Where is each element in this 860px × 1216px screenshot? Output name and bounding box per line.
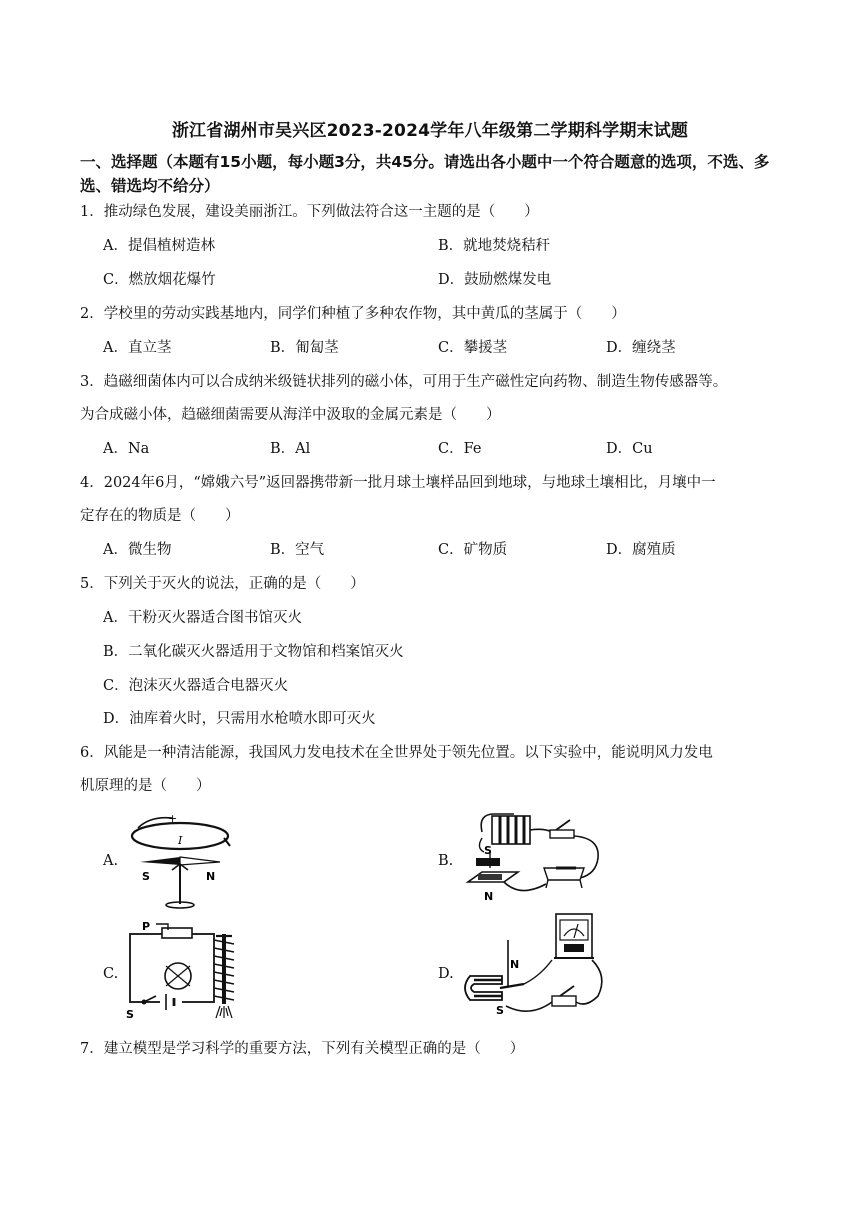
- q6-option-d-label[interactable]: D.: [438, 966, 454, 982]
- q2-option-c[interactable]: C．攀援茎: [438, 340, 508, 356]
- fig-a-current-label: I: [178, 834, 183, 847]
- q4-option-a[interactable]: A．微生物: [103, 542, 172, 558]
- fig-b-s-label: S: [484, 844, 492, 857]
- q3-option-d[interactable]: D．Cu: [606, 441, 653, 457]
- question-4-stem-line-1: 4．2024年6月，“嫦娥六号”返回器携带新一批月球土壤样品回到地球，与地球土壤相比，月壤中一: [80, 475, 716, 491]
- figure-a-oersted-experiment[interactable]: [120, 808, 240, 912]
- q4-option-b[interactable]: B．空气: [270, 542, 325, 558]
- q4-option-d[interactable]: D．腐殖质: [606, 542, 676, 558]
- q5-option-a[interactable]: A．干粉灭火器适合图书馆灭火: [103, 610, 302, 626]
- q1-option-c[interactable]: C．燃放烟花爆竹: [103, 272, 216, 288]
- q6-option-b-label[interactable]: B.: [438, 853, 454, 869]
- q5-option-d[interactable]: D．油库着火时，只需用水枪喷水即可灭火: [103, 711, 376, 727]
- question-1-stem: 1．推动绿色发展，建设美丽浙江。下列做法符合这一主题的是（ ）: [80, 204, 539, 220]
- q4-option-c[interactable]: C．矿物质: [438, 542, 508, 558]
- figure-d-induction-experiment[interactable]: [460, 910, 610, 1026]
- q1-option-d[interactable]: D．鼓励燃煤发电: [438, 272, 552, 288]
- question-6-stem-line-2: 机原理的是（ ）: [80, 778, 211, 794]
- fig-a-plus-label: +: [168, 812, 178, 825]
- question-7-stem: 7．建立模型是学习科学的重要方法，下列有关模型正确的是（ ）: [80, 1041, 525, 1057]
- q6-option-c-label[interactable]: C.: [103, 966, 119, 982]
- fig-a-s-label: S: [142, 870, 150, 883]
- q6-option-a-label[interactable]: A.: [103, 853, 119, 869]
- q3-option-a[interactable]: A．Na: [103, 441, 150, 457]
- q1-option-a[interactable]: A．提倡植树造林: [103, 238, 215, 254]
- page-title: 浙江省湖州市吴兴区2023-2024学年八年级第二学期科学期末试题: [171, 121, 689, 141]
- question-2-stem: 2．学校里的劳动实践基地内，同学们种植了多种农作物，其中黄瓜的茎属于（ ）: [80, 306, 626, 322]
- question-4-stem-line-2: 定存在的物质是（ ）: [80, 508, 240, 524]
- q2-option-d[interactable]: D．缠绕茎: [606, 340, 676, 356]
- question-3-stem-line-1: 3．趋磁细菌体内可以合成纳米级链状排列的磁小体，可用于生产磁性定向药物、制造生物传感器等。: [80, 374, 728, 390]
- fig-b-n-label: N: [484, 890, 494, 903]
- q5-option-b[interactable]: B．二氧化碳灭火器适用于文物馆和档案馆灭火: [103, 644, 404, 660]
- figure-b-motor-experiment[interactable]: [460, 808, 610, 908]
- q2-option-a[interactable]: A．直立茎: [103, 340, 172, 356]
- fig-d-n-label: N: [510, 958, 520, 971]
- question-6-stem-line-1: 6．风能是一种清洁能源，我国风力发电技术在全世界处于领先位置。以下实验中，能说明风力发电: [80, 745, 713, 761]
- q3-option-b[interactable]: B．Al: [270, 441, 311, 457]
- question-3-stem-line-2: 为合成磁小体，趋磁细菌需要从海洋中汲取的金属元素是（ ）: [80, 407, 501, 423]
- section-heading: 一、选择题（本题有15小题，每小题3分，共45分。请选出各小题中一个符合题意的选项，不选、多选、错选均不给分）: [80, 153, 770, 195]
- q3-option-c[interactable]: C．Fe: [438, 441, 482, 457]
- fig-c-s-label: S: [126, 1008, 134, 1020]
- question-5-stem: 5．下列关于灭火的说法，正确的是（ ）: [80, 576, 365, 592]
- figure-c-electromagnet-circuit[interactable]: [120, 920, 250, 1020]
- fig-c-p-label: P: [142, 920, 151, 933]
- q1-option-b[interactable]: B．就地焚烧秸秆: [438, 238, 551, 254]
- q2-option-b[interactable]: B．匍匐茎: [270, 340, 339, 356]
- fig-d-s-label: S: [496, 1004, 504, 1017]
- q5-option-c[interactable]: C．泡沫灭火器适合电器灭火: [103, 678, 289, 694]
- fig-a-n-label: N: [206, 870, 216, 883]
